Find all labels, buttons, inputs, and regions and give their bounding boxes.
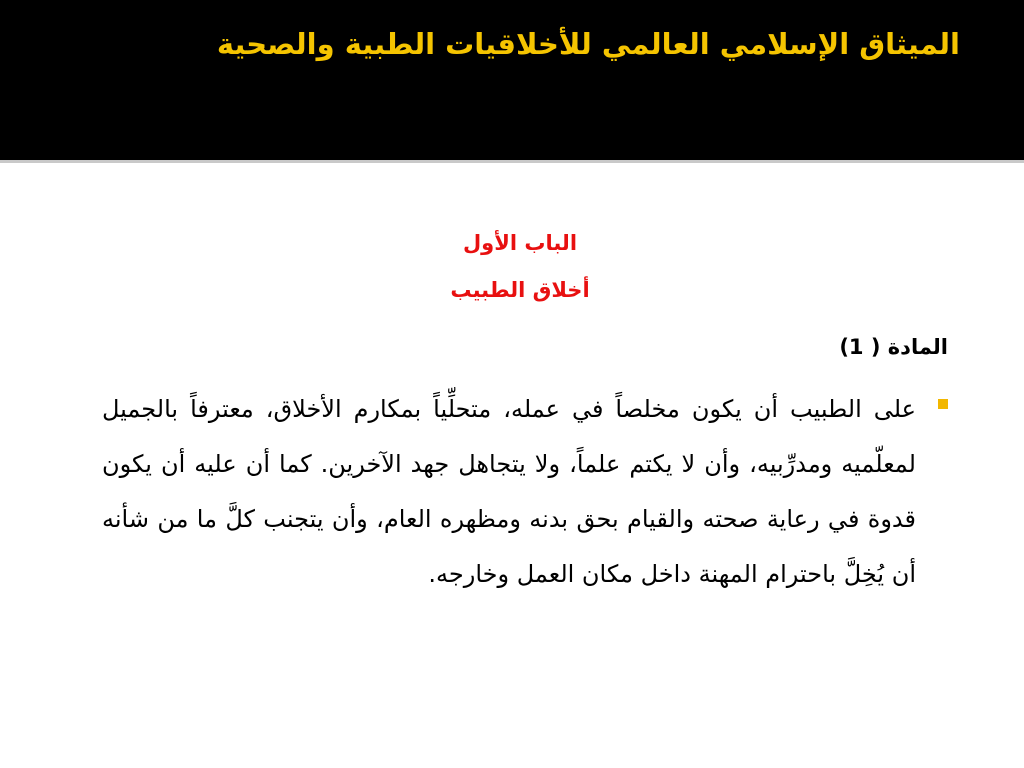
article-label: المادة ( 1) <box>839 335 948 359</box>
bullet-text: على الطبيب أن يكون مخلصاً في عمله، متحلِّياً بمكارم الأخلاق، معترفاً بالجميل لمعلّميه ومدرِّبيه، وأن لا يكتم علماً، ولا يتجاهل جهد الآخرين. كما أن عليه أن يكون قدوة في رعاية صحته والقيام بحق بدنه ومظهره العام، وأن يتجنب كلَّ ما من شأنه أن يُخِلَّ باحترام المهنة داخل مكان العمل وخارجه. <box>102 395 916 588</box>
chapter-heading <box>0 220 1024 314</box>
title-band <box>0 0 1024 160</box>
title-divider <box>0 160 1024 163</box>
chapter-number: الباب الأول <box>462 231 578 255</box>
slide-title: الميثاق الإسلامي العالمي للأخلاقيات الطبية والصحية <box>216 27 960 61</box>
bullet-item <box>102 382 948 602</box>
square-bullet-icon <box>938 399 948 409</box>
chapter-title: أخلاق الطبيب <box>450 278 590 302</box>
